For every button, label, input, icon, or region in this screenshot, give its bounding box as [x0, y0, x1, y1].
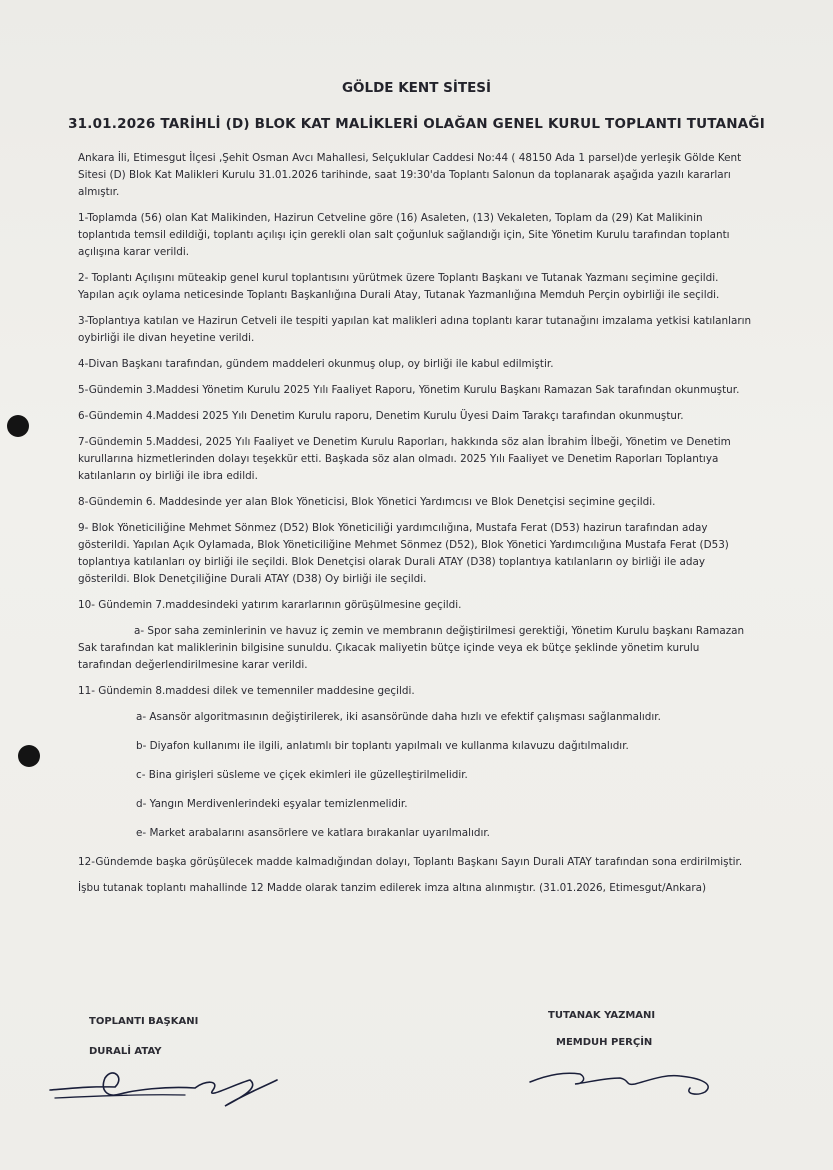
item-3: 3-Toplantıya katılan ve Hazirun Cetveli ile tespiti yapılan kat malikleri adına toplantı karar tutanağını imzalama yetkisi katılanların oybirliği ile divan heyetine verildi.: [78, 315, 752, 344]
item-11e: e- Market arabalarını asansörlere ve katlara bırakanlar uyarılmalıdır.: [136, 827, 490, 839]
item-10: 10- Gündemin 7.maddesindeki yatırım kararlarının görüşülmesine geçildi.: [78, 599, 462, 611]
closing-paragraph: İşbu tutanak toplantı mahallinde 12 Madde olarak tanzim edilerek imza altına alınmıştır. (31.01.2026, Etimesgut/Ankara): [78, 882, 707, 894]
chair-signature: [45, 1058, 285, 1118]
item-7: 7-Gündemin 5.Maddesi, 2025 Yılı Faaliyet ve Denetim Kurulu Raporları, hakkında söz alan İbrahim İlbeği, Yönetim ve Denetim kurullarına hizmetlerinden dolayı teşekkür etti. Başkada söz alan olmadı. 2025 Yılı Faaliyet ve Denetim Raporları Toplantıya katılanların oy birliği ile ibra edildi.: [78, 436, 731, 482]
item-11a: a- Asansör algoritmasının değiştirilerek, iki asansöründe daha hızlı ve efektif çalışması sağlanmalıdır.: [136, 711, 661, 723]
item-5: 5-Gündemin 3.Maddesi Yönetim Kurulu 2025 Yılı Faaliyet Raporu, Yönetim Kurulu Başkanı Ramazan Sak tarafından okunmuştur.: [78, 384, 740, 396]
item-6: 6-Gündemin 4.Maddesi 2025 Yılı Denetim Kurulu raporu, Denetim Kurulu Üyesi Daim Tarakçı tarafından okunmuştur.: [78, 410, 684, 422]
document-body: [78, 150, 753, 906]
item-1: 1-Toplamda (56) olan Kat Malikinden, Hazirun Cetveline göre (16) Asaleten, (13) Vekaleten, Toplam da (29) Kat Malikinin toplantıda temsil edildiği, toplantı açılışı için gerekli olan salt çoğunluk sağlandığı için, Site Yönetim Kurulu tarafından toplantı açılışına karar verildi.: [78, 212, 730, 258]
secretary-title: TUTANAK YAZMANI: [548, 1010, 656, 1021]
secretary-signature: [525, 1060, 725, 1105]
site-name: GÖLDE KENT SİTESİ: [341, 80, 492, 96]
item-4: 4-Divan Başkanı tarafından, gündem maddeleri okunmuş olup, oy birliği ile kabul edilmiştir.: [78, 358, 554, 370]
intro-paragraph: Ankara İli, Etimesgut İlçesi ,Şehit Osman Avcı Mahallesi, Selçuklular Caddesi No:44 ( 48150 Ada 1 parsel)de yerleşik Gölde Kent Sitesi (D) Blok Kat Malikleri Kurulu 31.01.2026 tarihinde, saat 19:30'da Toplantı Salonun da toplanarak aşağıda yazılı kararları almıştır.: [78, 152, 742, 198]
document-title: 31.01.2026 TARİHLİ (D) BLOK KAT MALİKLERİ OLAĞAN GENEL KURUL TOPLANTI TUTANAĞI: [68, 116, 765, 132]
item-12: 12-Gündemde başka görüşülecek madde kalmadığından dolayı, Toplantı Başkanı Sayın Durali ATAY tarafından sona erdirilmiştir.: [78, 856, 743, 868]
item-11: 11- Gündemin 8.maddesi dilek ve temenniler maddesine geçildi.: [78, 685, 415, 697]
item-10a: a- Spor saha zeminlerinin ve havuz iç zemin ve membranın değiştirilmesi gerektiği, Yönetim Kurulu başkanı Ramazan Sak tarafından kat maliklerinin bilgisine sunuldu. Çıkacak maliyetin bütçe içinde veya ek bütçe şeklinde yönetim kurulu tarafından değerlendirilmesine karar verildi.: [78, 625, 745, 671]
chair-title: TOPLANTI BAŞKANI: [89, 1016, 199, 1027]
item-11b: b- Diyafon kullanımı ile ilgili, anlatımlı bir toplantı yapılmalı ve kullanma kılavuzu dağıtılmalıdır.: [136, 740, 629, 752]
punch-hole-bottom: [18, 745, 40, 767]
item-11d: d- Yangın Merdivenlerindeki eşyalar temizlenmelidir.: [136, 798, 408, 810]
item-9: 9- Blok Yöneticiliğine Mehmet Sönmez (D52) Blok Yöneticiliği yardımcılığına, Mustafa Ferat (D53) hazirun tarafından aday gösterildi. Yapılan Açık Oylamada, Blok Yöneticiliğine Mehmet Sönmez (D52), Blok Yönetici Yardımcılığına Mustafa Ferat (D53) toplantıya katılanları oy birliği ile seçildi. Blok Denetçisi olarak Durali ATAY (D38) toplantıya katılanların oy birliği ile aday gösterildi. Blok Denetçiliğine Durali ATAY (D38) Oy birliği ile seçildi.: [78, 522, 729, 585]
chair-name: DURALİ ATAY: [89, 1046, 162, 1057]
item-8: 8-Gündemin 6. Maddesinde yer alan Blok Yöneticisi, Blok Yönetici Yardımcısı ve Blok Denetçisi seçimine geçildi.: [78, 496, 656, 508]
item-11c: c- Bina girişleri süsleme ve çiçek ekimleri ile güzelleştirilmelidir.: [136, 769, 468, 781]
punch-hole-top: [7, 415, 29, 437]
secretary-name: MEMDUH PERÇİN: [556, 1037, 653, 1048]
item-2: 2- Toplantı Açılışını müteakip genel kurul toplantısını yürütmek üzere Toplantı Başkanı ve Tutanak Yazmanı seçimine geçildi. Yapılan açık oylama neticesinde Toplantı Başkanlığına Durali Atay, Tutanak Yazmanlığına Memduh Perçin oybirliği ile seçildi.: [78, 272, 720, 301]
